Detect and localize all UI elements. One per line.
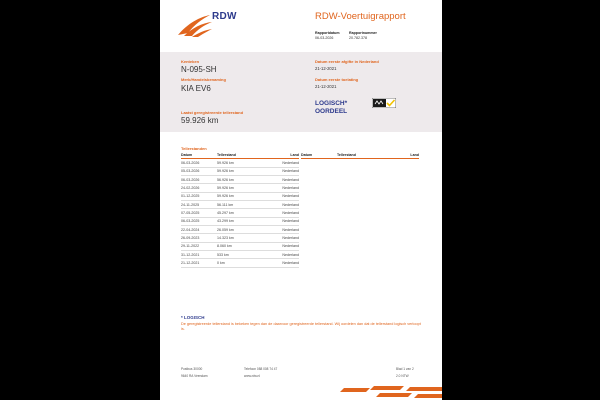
report-number-value: 20.782.378 [349,36,367,40]
header-odometer: Tellerstand [217,152,263,159]
cell-country: Nederland [263,250,299,258]
report-date-label: Rapportdatum [315,31,340,35]
cell-country: Nederland [263,175,299,183]
cell-date: 21-12-2021 [181,259,217,267]
cell-date: 26-09-2023 [181,234,217,242]
verdict-line2: OORDEEL [315,108,348,115]
readings-table-2 [301,152,419,159]
brand-name: RDW [212,11,237,22]
footer-address-line2: 9640 RA Veendam [181,374,208,378]
cell-date: 31-12-2021 [181,250,217,258]
cell-odometer: 533 km [217,250,263,258]
header-date: Datum [181,152,217,159]
verdict [315,100,347,116]
table-row [181,184,299,192]
footer-web[interactable]: www.rdw.nl [244,374,260,378]
first-nl-label: Datum eerste afgifte in Nederland [315,59,379,64]
header-country-2: Land [383,152,419,159]
cell-country: Nederland [263,242,299,250]
header-country: Land [263,152,299,159]
make-label: Merk/Handelsbenaming [181,77,226,82]
cell-odometer: 0 km [217,259,263,267]
cell-odometer: 56.111 km [217,200,263,208]
odometer-value: 59.926 km [181,116,219,125]
cell-odometer: 59.926 km [217,184,263,192]
cell-date: 24-11-2025 [181,200,217,208]
cell-odometer: 43.299 km [217,217,263,225]
footer-page-info [396,366,414,380]
cell-odometer: 56.926 km [217,175,263,183]
report-title: RDW-Voertuigrapport [315,11,406,22]
cell-date: 06-03-2026 [181,175,217,183]
table-row [181,259,299,267]
header-odometer-2: Tellerstand [337,152,383,159]
table-row [181,167,299,175]
report-number-label: Rapportnummer [349,31,377,35]
cell-odometer: 59.926 km [217,167,263,175]
report-date-value: 06-03-2026 [315,36,334,40]
cell-country: Nederland [263,200,299,208]
table-row [181,217,299,225]
odometer-label: Laatst geregistreerde tellerstand [181,110,244,115]
cell-date: 07-05-2025 [181,209,217,217]
first-nl-value: 21-12-2021 [315,66,337,71]
cell-date: 05-03-2026 [181,167,217,175]
readings-title: Tellerstanden [181,146,207,151]
cell-date: 22-04-2024 [181,225,217,233]
cell-country: Nederland [263,234,299,242]
footnote-title: * LOGISCH [181,315,205,320]
table-row [181,192,299,200]
cell-odometer: 26.059 km [217,225,263,233]
header-date-2: Datum [301,152,337,159]
cell-country: Nederland [263,184,299,192]
footer-version: 2.0 NTW [396,374,409,378]
table-row [181,242,299,250]
report-page [160,0,442,400]
table-row [181,159,299,167]
readings-header-row-2 [301,152,419,159]
cell-country: Nederland [263,259,299,267]
cell-odometer: 45.297 km [217,209,263,217]
cell-country: Nederland [263,217,299,225]
cell-date: 01-12-2025 [181,192,217,200]
cell-odometer: 59.926 km [217,192,263,200]
footer-contact [244,366,277,380]
cell-date: 24-02-2026 [181,184,217,192]
cell-odometer: 8.060 km [217,242,263,250]
first-admission-label: Datum eerste toelating [315,77,359,82]
nap-check-icon [372,98,396,108]
first-admission-value: 21-12-2021 [315,84,337,89]
footnote-text: De geregistreerde tellerstand is bekeken tegen dan de daarvoor geregistreerde tellerstand. Wij oordelen dan dat de tellerstand logisch verloopt is. [181,322,421,332]
report-number [349,31,377,41]
cell-date: 06-03-2025 [181,217,217,225]
table-row [181,200,299,208]
report-date [315,31,340,41]
cell-country: Nederland [263,192,299,200]
cell-country: Nederland [263,209,299,217]
make-value: KIA EV6 [181,84,211,93]
table-row [181,175,299,183]
plate-value: N-095-SH [181,65,217,74]
cell-odometer: 14.323 km [217,234,263,242]
readings-body [181,159,299,267]
cell-country: Nederland [263,159,299,167]
cell-country: Nederland [263,167,299,175]
table-row [181,225,299,233]
table-row [181,209,299,217]
cell-date: 06-03-2026 [181,159,217,167]
table-row [181,250,299,258]
footer-page: Blad 1 van 2 [396,367,414,371]
cell-country: Nederland [263,225,299,233]
footer-address [181,366,208,380]
table-row [181,234,299,242]
footer-address-line1: Postbus 30000 [181,367,203,371]
readings-table [181,152,299,268]
plate-label: Kenteken [181,59,200,64]
cell-odometer: 59.926 km [217,159,263,167]
readings-header-row [181,152,299,159]
footer-phone: Telefoon 088 008 74 47 [244,367,278,371]
verdict-line1: LOGISCH* [315,100,348,107]
cell-date: 29-11-2022 [181,242,217,250]
decorative-stripes [340,384,442,398]
